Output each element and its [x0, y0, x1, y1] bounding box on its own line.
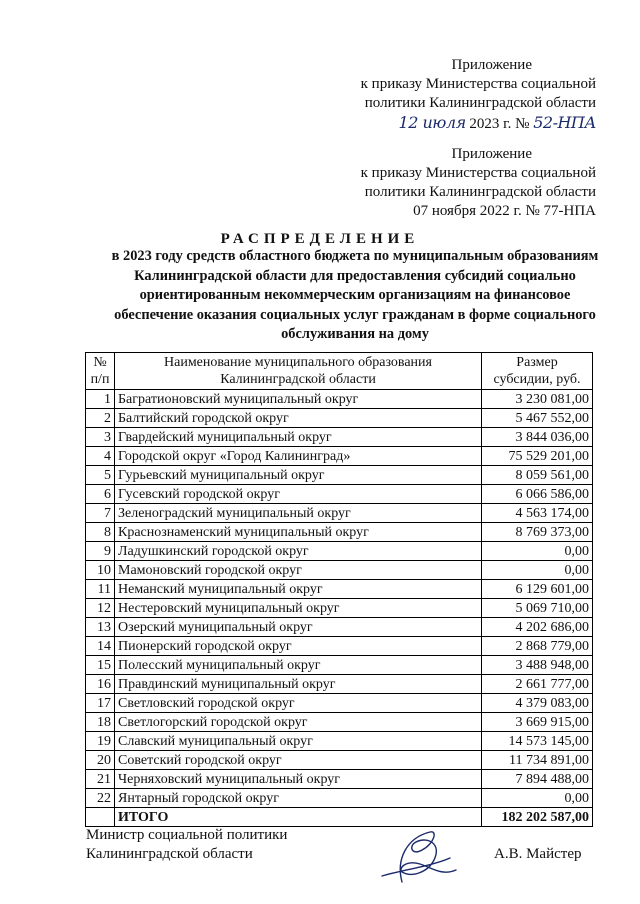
table-row	[86, 504, 593, 523]
row-municipality: Ладушкинский городской округ	[115, 542, 482, 561]
row-amount: 4 563 174,00	[482, 504, 593, 523]
row-number: 8	[86, 523, 115, 542]
row-number: 20	[86, 751, 115, 770]
appendix-date-line	[300, 113, 596, 134]
appendix-year: 2023 г. №	[469, 116, 530, 132]
row-municipality: Нестеровский муниципальный округ	[115, 599, 482, 618]
row-amount: 5 069 710,00	[482, 599, 593, 618]
table-row	[86, 428, 593, 447]
row-municipality: Багратионовский муниципальный округ	[115, 390, 482, 409]
row-amount: 7 894 488,00	[482, 770, 593, 789]
row-amount: 4 379 083,00	[482, 694, 593, 713]
row-number: 11	[86, 580, 115, 599]
table-row	[86, 390, 593, 409]
table-row	[86, 447, 593, 466]
subtitle-line: Калининградской области для предоставления субсидий социально	[134, 267, 576, 284]
row-municipality: Зеленоградский муниципальный округ	[115, 504, 482, 523]
row-municipality: Балтийский городской округ	[115, 409, 482, 428]
row-amount: 5 467 552,00	[482, 409, 593, 428]
row-number: 6	[86, 485, 115, 504]
row-amount: 6 066 586,00	[482, 485, 593, 504]
appendix-title: Приложение	[451, 146, 532, 162]
row-number: 18	[86, 713, 115, 732]
row-amount: 8 059 561,00	[482, 466, 593, 485]
row-amount: 0,00	[482, 542, 593, 561]
row-municipality: Краснознаменский муниципальный округ	[115, 523, 482, 542]
signer-name: А.В. Майстер	[494, 846, 582, 862]
row-municipality: Пионерский городской округ	[115, 637, 482, 656]
table-row	[86, 694, 593, 713]
row-municipality: Славский муниципальный округ	[115, 732, 482, 751]
row-number: 3	[86, 428, 115, 447]
row-amount: 14 573 145,00	[482, 732, 593, 751]
table-row	[86, 637, 593, 656]
row-municipality: Полесский муниципальный округ	[115, 656, 482, 675]
row-number: 21	[86, 770, 115, 789]
total-row	[86, 808, 593, 827]
table-row	[86, 656, 593, 675]
signer-title	[86, 826, 287, 864]
table-row	[86, 770, 593, 789]
table-row	[86, 485, 593, 504]
row-number: 10	[86, 561, 115, 580]
row-number: 19	[86, 732, 115, 751]
table-row	[86, 466, 593, 485]
row-municipality: Мамоновский городской округ	[115, 561, 482, 580]
table-row	[86, 732, 593, 751]
row-number: 5	[86, 466, 115, 485]
row-municipality: Светлогорский городской округ	[115, 713, 482, 732]
appendix-line: к приказу Министерства социальной	[360, 76, 596, 92]
table-row	[86, 580, 593, 599]
signature-icon	[372, 820, 462, 890]
total-number-cell	[86, 808, 115, 827]
row-municipality: Городской округ «Город Калининград»	[115, 447, 482, 466]
row-number: 4	[86, 447, 115, 466]
table-row	[86, 561, 593, 580]
row-number: 16	[86, 675, 115, 694]
row-amount: 6 129 601,00	[482, 580, 593, 599]
table-row	[86, 751, 593, 770]
appendix-line: политики Калининградской области	[364, 95, 596, 111]
appendix-title: Приложение	[451, 57, 532, 73]
document-subtitle	[90, 247, 620, 345]
appendix-line: политики Калининградской области	[364, 184, 596, 200]
row-municipality: Янтарный городской округ	[115, 789, 482, 808]
appendix-line: 07 ноября 2022 г. № 77-НПА	[413, 203, 596, 219]
handwritten-date: 12 июля	[398, 113, 466, 132]
signer-title-line: Калининградской области	[86, 846, 253, 862]
row-municipality: Гвардейский муниципальный округ	[115, 428, 482, 447]
row-number: 15	[86, 656, 115, 675]
table-row	[86, 599, 593, 618]
row-amount: 3 230 081,00	[482, 390, 593, 409]
row-municipality: Озерский муниципальный округ	[115, 618, 482, 637]
row-amount: 75 529 201,00	[482, 447, 593, 466]
table-row	[86, 542, 593, 561]
row-municipality: Неманский муниципальный округ	[115, 580, 482, 599]
row-amount: 2 661 777,00	[482, 675, 593, 694]
appendix-previous-order	[300, 145, 596, 221]
row-amount: 3 488 948,00	[482, 656, 593, 675]
row-municipality: Светловский городской округ	[115, 694, 482, 713]
row-number: 17	[86, 694, 115, 713]
row-amount: 4 202 686,00	[482, 618, 593, 637]
row-amount: 3 844 036,00	[482, 428, 593, 447]
row-amount: 8 769 373,00	[482, 523, 593, 542]
handwritten-number: 52-НПА	[533, 113, 596, 132]
row-amount: 0,00	[482, 561, 593, 580]
signer-title-line: Министр социальной политики	[86, 827, 288, 843]
table-row	[86, 713, 593, 732]
row-amount: 11 734 891,00	[482, 751, 593, 770]
header-number: № п/п	[86, 353, 115, 390]
total-label: ИТОГО	[115, 808, 482, 827]
row-municipality: Гурьевский муниципальный округ	[115, 466, 482, 485]
row-municipality: Советский городской округ	[115, 751, 482, 770]
table-header-row	[86, 353, 593, 390]
row-number: 2	[86, 409, 115, 428]
row-number: 14	[86, 637, 115, 656]
table-row	[86, 618, 593, 637]
row-amount: 3 669 915,00	[482, 713, 593, 732]
row-number: 9	[86, 542, 115, 561]
row-municipality: Черняховский муниципальный округ	[115, 770, 482, 789]
subtitle-line: обеспечение оказания социальных услуг гражданам в форме социального	[114, 306, 596, 323]
appendix-current-order	[300, 56, 596, 134]
table-row	[86, 409, 593, 428]
header-amount: Размер субсидии, руб.	[482, 353, 593, 390]
row-amount: 2 868 779,00	[482, 637, 593, 656]
subtitle-line: ориентированным некоммерческим организациям на финансовое	[139, 287, 571, 303]
row-number: 12	[86, 599, 115, 618]
appendix-line: к приказу Министерства социальной	[360, 165, 596, 181]
row-municipality: Правдинский муниципальный округ	[115, 675, 482, 694]
row-number: 22	[86, 789, 115, 808]
row-number: 13	[86, 618, 115, 637]
row-number: 7	[86, 504, 115, 523]
subtitle-line: в 2023 году средств областного бюджета по муниципальным образованиям	[111, 248, 599, 264]
row-amount: 0,00	[482, 789, 593, 808]
total-amount: 182 202 587,00	[482, 808, 593, 827]
table-row	[86, 675, 593, 694]
table-row	[86, 789, 593, 808]
row-municipality: Гусевский городской округ	[115, 485, 482, 504]
document-heading: РАСПРЕДЕЛЕНИЕ	[220, 231, 420, 247]
subsidy-table	[85, 352, 593, 827]
row-number: 1	[86, 390, 115, 409]
table-row	[86, 523, 593, 542]
subtitle-line: обслуживания на дому	[281, 326, 429, 342]
header-name: Наименование муниципального образования Калининградской области	[115, 353, 482, 390]
